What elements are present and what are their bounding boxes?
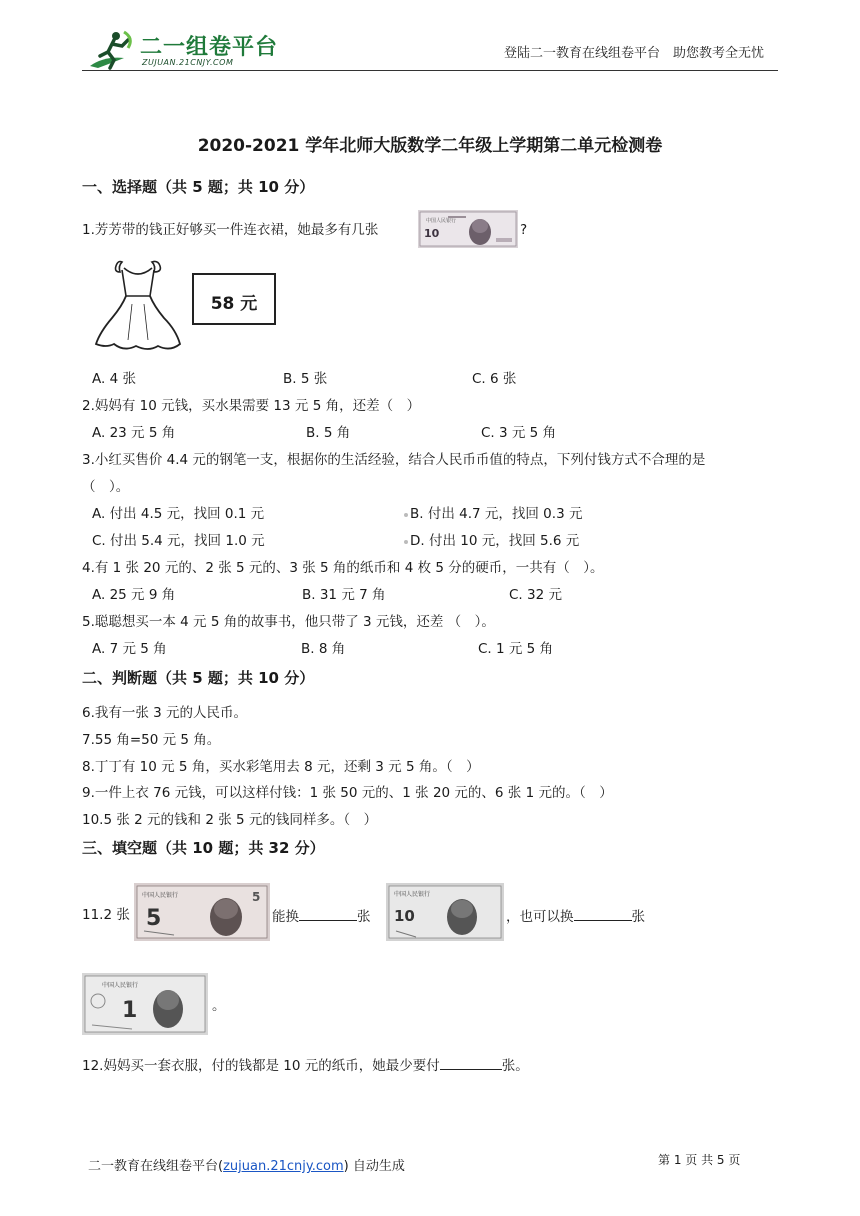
banknote-5-denomination: 5 [146, 906, 162, 931]
banknote-10-large-image [386, 883, 504, 941]
q3-option-c[interactable]: C. 付出 5.4 元，找回 1.0 元 [92, 533, 265, 549]
banknote-5-bank-label: 中国人民银行 [142, 892, 179, 899]
page-number: 第 1 页 共 5 页 [658, 1153, 741, 1167]
q11-blank-2[interactable] [574, 906, 632, 921]
section-heading-judge: 二、判断题（共 5 题；共 10 分） [82, 669, 315, 687]
question-1-stem: 1.芳芳带的钱正好够买一件连衣裙，她最多有几张 [82, 222, 379, 238]
option-marker [404, 513, 408, 517]
logo-text: 二一组卷平台 [140, 35, 279, 60]
q11-text-can-exchange: 能换 [272, 909, 299, 925]
q1-option-b[interactable]: B. 5 张 [283, 371, 328, 387]
header-rule [82, 70, 778, 71]
q3-option-d[interactable]: D. 付出 10 元，找回 5.6 元 [410, 533, 580, 549]
q11-text-also-exchange: ，也可以换 [506, 909, 574, 925]
logo-url: ZUJUAN.21CNJY.COM [142, 58, 234, 67]
q2-option-a[interactable]: A. 23 元 5 角 [92, 425, 176, 441]
question-11-mid1 [272, 906, 371, 926]
section-heading-fill: 三、填空题（共 10 题；共 32 分） [82, 839, 325, 857]
question-11-end: 。 [212, 998, 226, 1014]
q5-option-a[interactable]: A. 7 元 5 角 [92, 641, 167, 657]
price-tag [192, 273, 276, 325]
banknote-5-image [134, 883, 270, 941]
question-10: 10.5 张 2 元的钱和 2 张 5 元的钱同样多。（ ） [82, 812, 378, 828]
footer-source-suffix: ) 自动生成 [343, 1159, 405, 1174]
question-3-stem-line1: 3.小红买售价 4.4 元的钢笔一支，根据你的生活经验，结合人民币币值的特点，下列付钱方式不合理的是 [82, 452, 706, 468]
runner-icon [84, 28, 138, 72]
banknote-1-denomination: 1 [122, 998, 138, 1023]
q4-option-b[interactable]: B. 31 元 7 角 [302, 587, 386, 603]
banknote-10-image [418, 210, 518, 248]
banknote-1-bank-label: 中国人民银行 [102, 982, 139, 989]
section-heading-choice: 一、选择题（共 5 题；共 10 分） [82, 178, 315, 196]
footer-link[interactable]: zujuan.21cnjy.com [223, 1159, 344, 1174]
page-title: 2020-2021 学年北师大版数学二年级上学期第二单元检测卷 [197, 136, 663, 156]
option-marker [404, 540, 408, 544]
question-2-stem: 2.妈妈有 10 元钱，买水果需要 13 元 5 角，还差（ ） [82, 398, 421, 414]
q3-option-a[interactable]: A. 付出 4.5 元，找回 0.1 元 [92, 506, 265, 522]
q11-unit-1: 张 [357, 909, 371, 925]
dress-illustration [92, 258, 192, 356]
question-5-stem: 5.聪聪想买一本 4 元 5 角的故事书，他只带了 3 元钱，还差 （ ）。 [82, 614, 495, 630]
banknote-10-denomination: 10 [424, 227, 440, 240]
question-1-qmark: ? [520, 222, 528, 238]
q1-option-a[interactable]: A. 4 张 [92, 371, 136, 387]
question-9: 9.一件上衣 76 元钱，可以这样付钱：1 张 50 元的、1 张 20 元的、6 张 1 元的。（ ） [82, 785, 613, 801]
q12-unit: 张。 [501, 1058, 529, 1074]
q2-option-c[interactable]: C. 3 元 5 角 [481, 425, 557, 441]
banknote-10-large-denomination: 10 [394, 907, 415, 925]
q2-option-b[interactable]: B. 5 角 [306, 425, 351, 441]
question-7: 7.55 角=50 元 5 角。 [82, 732, 221, 748]
q5-option-c[interactable]: C. 1 元 5 角 [478, 641, 554, 657]
question-4-stem: 4.有 1 张 20 元的、2 张 5 元的、3 张 5 角的纸币和 4 枚 5 分的硬币，一共有（ ）。 [82, 560, 604, 576]
q12-stem: 12.妈妈买一套衣服，付的钱都是 10 元的纸币，她最少要付 [82, 1058, 440, 1074]
q11-blank-1[interactable] [299, 906, 357, 921]
svg-text:中国人民银行: 中国人民银行 [426, 218, 457, 224]
svg-text:5: 5 [252, 890, 261, 904]
q4-option-c[interactable]: C. 32 元 [509, 587, 562, 603]
header-slogan: 登陆二一教育在线组卷平台 助您教考全无忧 [503, 46, 764, 61]
banknote-1-image [82, 973, 208, 1035]
q11-unit-2: 张 [631, 909, 645, 925]
price-tag-label: 58 元 [210, 294, 258, 314]
footer-source [88, 1155, 405, 1174]
question-6: 6.我有一张 3 元的人民币。 [82, 705, 248, 721]
question-3-stem-line2: （ ）。 [82, 479, 130, 495]
question-11-prefix: 11.2 张 [82, 907, 130, 923]
banknote-10-bank-label: 中国人民银行 [394, 891, 431, 898]
question-8: 8.丁丁有 10 元 5 角，买水彩笔用去 8 元，还剩 3 元 5 角。（ ） [82, 759, 480, 775]
q5-option-b[interactable]: B. 8 角 [301, 641, 346, 657]
q1-option-c[interactable]: C. 6 张 [472, 371, 517, 387]
question-12 [82, 1055, 529, 1075]
footer-source-prefix: 二一教育在线组卷平台( [88, 1159, 224, 1174]
question-11-mid2 [506, 906, 645, 926]
logo [84, 28, 279, 72]
q3-option-b[interactable]: B. 付出 4.7 元，找回 0.3 元 [410, 506, 583, 522]
q12-blank[interactable] [440, 1055, 502, 1070]
q4-option-a[interactable]: A. 25 元 9 角 [92, 587, 176, 603]
